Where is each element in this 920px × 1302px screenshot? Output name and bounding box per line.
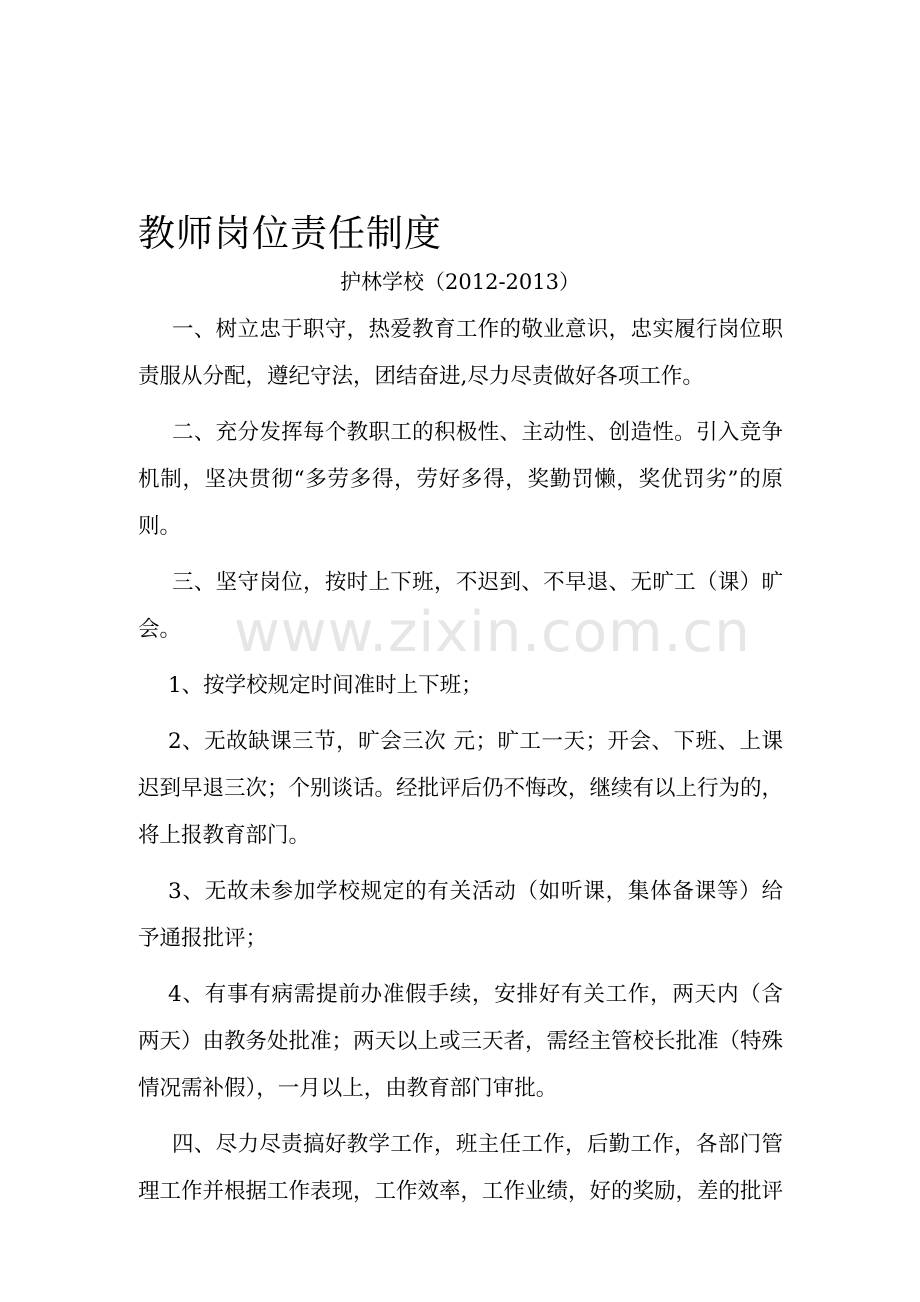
- paragraph-2: 二、充分发挥每个教职工的积极性、主动性、创造性。引入竞争机制，坚决贯彻“多劳多得，劳好多得，奖勤罚懒，奖优罚劣”的原则。: [138, 420, 783, 539]
- document-subtitle: 护林学校（2012-2013）: [340, 270, 580, 294]
- document-body: [138, 306, 783, 1224]
- document-title: 教师岗位责任制度: [138, 212, 442, 255]
- paragraph-rule-4: 4、有事有病需提前办准假手续，安排好有关工作，两天内（含两天）由教务处批准；两天以上或三天者，需经主管校长批准（特殊情况需补假），一月以上，由教育部门审批。: [138, 982, 784, 1101]
- watermark: www.zixin.com.cn: [234, 600, 751, 665]
- paragraph-rule-1: 1、按学校规定时间准时上下班；: [168, 673, 483, 698]
- paragraph-rule-2: 2、无故缺课三节，旷会三次 元；旷工一天；开会、下班、上课迟到早退三次；个别谈话。经批评后仍不悔改，继续有以上行为的，将上报教育部门。: [138, 729, 784, 848]
- paragraph-rule-3: 3、无故未参加学校规定的有关活动（如听课，集体备课等）给予通报批评；: [138, 879, 783, 951]
- paragraph-3: 三、坚守岗位，按时上下班，不迟到、不早退、无旷工（课）旷会。: [138, 570, 783, 642]
- paragraph-1: 一、树立忠于职守，热爱教育工作的敬业意识，忠实履行岗位职责服从分配，遵纪守法，团结奋进,尽力尽责做好各项工作。: [138, 317, 783, 389]
- paragraph-4: 四、尽力尽责搞好教学工作，班主任工作，后勤工作，各部门管理工作并根据工作表现，工作效率，工作业绩，好的奖励，差的批评: [138, 1132, 784, 1204]
